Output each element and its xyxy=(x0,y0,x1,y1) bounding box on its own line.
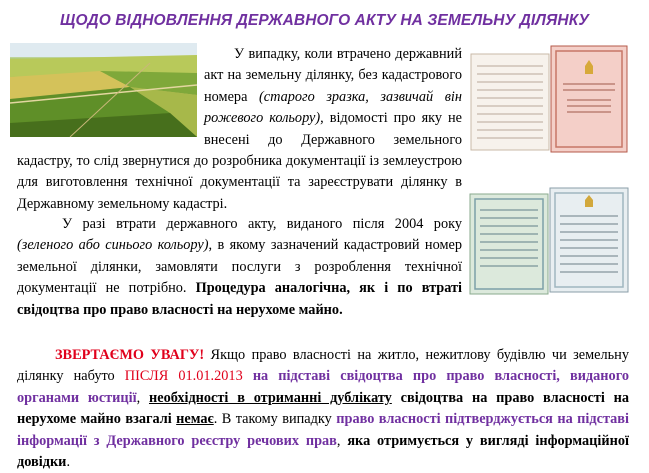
pink-state-act-image xyxy=(467,44,630,156)
page-title: ЩОДО ВІДНОВЛЕННЯ ДЕРЖАВНОГО АКТУ НА ЗЕМЕЛЬНУ ДІЛЯНКУ xyxy=(60,12,589,29)
paragraph-2: У разі втрати державного акту, виданого після 2004 року (зеленого або синього кольору), в якому зазначений кадастровий номер земельної ділянки, замовляти послуги з розроблення технічної документації не потрібно. Процедура аналогічна, як і по втраті свідоцтва про право власності на нерухоме майно. xyxy=(17,216,462,318)
paragraph-1-text: У випадку, коли втрачено державний акт на земельну ділянку, без кадастрового номера (старого зразка, зазвичай він рожевого кольору), відомості про яку не внесені до Державного земельного кадастру, то слід звернутися до розробника документації із землеустрою для виготовлення технічної документації та зареєструвати ділянку в Державному земельному кадастрі. xyxy=(17,46,462,212)
paragraph-3: ЗВЕРТАЄМО УВАГУ! Якщо право власності на житло, нежитлову будівлю чи земельну ділянку набуто ПІСЛЯ 01.01.2013 на підставі свідоцтва про право власності, виданого органами юстиції, необхідності в отриманні дублікату свідоцтва на право власності на нерухоме майно взагалі немає. В такому випадку право власності підтверджується на підставі інформації з Державного реєстру речових прав, яка отримується у вигляді інформаційної довідки. xyxy=(17,347,630,471)
attention-label: ЗВЕРТАЄМО УВАГУ! xyxy=(55,347,205,363)
green-state-act-image xyxy=(468,186,631,298)
